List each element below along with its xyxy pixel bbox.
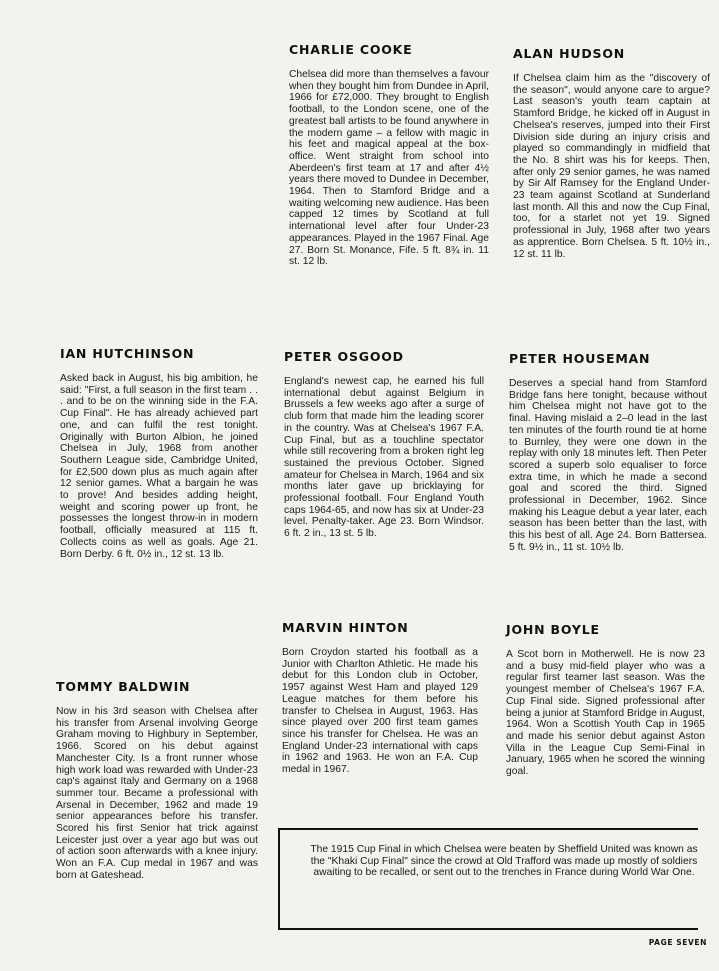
player-name: CHARLIE COOKE [289, 42, 413, 57]
player-name: MARVIN HINTON [282, 620, 409, 635]
note-side-rule [278, 828, 280, 930]
player-bio: A Scot born in Motherwell. He is now 23 and a busy mid-field player who was a regular first teamer last season. Was the youngest member of Chelsea's 1967 F.A. Cup Final side. Signed professional after being a junior at Stamford Bridge in August, 1964. Won a Scottish Youth Cap in 1965 and made his senior debut against Aston Villa in the League Cup Semi-Final in January, 1965 when he scored the winning goal. [506, 649, 705, 778]
player-name: ALAN HUDSON [513, 46, 626, 61]
page-number: PAGE SEVEN [648, 938, 707, 947]
bio-charlie-cooke [289, 42, 489, 268]
player-bio: If Chelsea claim him as the "discovery of the season", would anyone care to argue? Last season's youth team captain at Stamford Bridge, he kicked off in August in Chelsea's reserves, jumped into their First Division side during an injury crisis and played so commandingly in midfield that the No. 8 shirt was his for keeps. Then, after only 29 senior games, he was named by Sir Alf Ramsey for the England Under-23 team against Scotland at Sunderland last month. All this and now the Cup Final, too, for a starlet not yet 19. Signed professional in July, 1968 after two years as apprentice. Born Chelsea. 5 ft. 10½ in., 12 st. 11 lb. [513, 73, 710, 260]
player-name: PETER OSGOOD [284, 349, 404, 364]
player-bio: Asked back in August, his big ambition, he said: "First, a full season in the first team . . . and to be on the winning side in the F.A. Cup Final". He has already achieved part one, and can fulfil the rest tonight. Originally with Burton Albion, he joined Chelsea in July, 1968 from another Southern League side, Cambridge United, for £2,500 down plus as much again after 12 senior games. What a bargain he was to prove! And besides adding height, weight and scoring power up front, he possesses the longest throw-in in modern football, officially measured at 115 ft. Collects coins as well as goals. Age 21. Born Derby. 6 ft. 0½ in., 12 st. 13 lb. [60, 373, 258, 560]
player-name: TOMMY BALDWIN [56, 679, 191, 694]
bio-john-boyle [506, 622, 705, 778]
player-bio: Now in his 3rd season with Chelsea after his transfer from Arsenal involving George Graham moving to Highbury in September, 1966. Scored on his debut against Manchester City. Is a front runner whose high work load was rewarded with Under-23 cap's against Italy and Germany on a 1968 summer tour. Became a professional with Arsenal in December, 1962 and made 19 senior appearances before his transfer. Scored his first Senior hat trick against Leicester just over a year ago but was out of action soon afterwards with a knee injury. Won an F.A. Cup medal in 1967 and was born at Gateshead. [56, 706, 258, 881]
player-bio: Born Croydon started his football as a Junior with Charlton Athletic. He made his debut for this London club in October, 1957 against West Ham and played 129 League matches for them before his transfer to Chelsea in August, 1963. Has since played over 200 first team games since his transfer for Chelsea. He was an England Under-23 international with caps in 1962 and 1963. He won an F.A. Cup medal in 1967. [282, 647, 478, 776]
player-bio: Chelsea did more than themselves a favour when they bought him from Dundee in April, 1966 for £72,000. They brought to English football, to the London scene, one of the greatest ball artists to be found anywhere in the modern game – a fellow with magic in his feet and magical appeal at the box-office. Went straight from school into Aberdeen's first team at 17 and after 4½ years there moved to Dundee in December, 1964. Then to Stamford Bridge and a waiting welcoming new audience. Has been capped 12 times by Scotland at full international level after four Under-23 appearances. Played in the 1967 Final. Age 27. Born St. Monance, Fife. 5 ft. 8¾ in. 11 st. 12 lb. [289, 69, 489, 268]
player-name: PETER HOUSEMAN [509, 351, 651, 366]
bio-ian-hutchinson [60, 346, 258, 560]
player-bio: Deserves a special hand from Stamford Bridge fans here tonight, because without him Chelsea might not have got to the final. Having mislaid a 2–0 lead in the last ten minutes of the fourth round tie at home to Burnley, they were one down in the replay with only 18 minutes left. Then Peter scored a superb solo equaliser to force extra time, in which he made a second goal and scored the third. Signed professional in December, 1962. Since making his League debut a year later, each season has been better than the last, with this his best of all. Age 24. Born Battersea. 5 ft. 9½ in., 11 st. 10½ lb. [509, 378, 707, 553]
note-bottom-rule [278, 928, 698, 930]
player-bio: England's newest cap, he earned his full international debut against Belgium in Brussels a few weeks ago after a surge of club form that made him the leading scorer in the country. Was at Chelsea's 1967 F.A. Cup Final, but as a touchline spectator while still recovering from a broken right leg sustained the previous October. Signed amateur for Chelsea in March, 1964 and six months later gave up bricklaying for professional football. Four England Youth caps 1964-65, and now has six at Under-23 level. Penalty-taker. Age 23. Born Windsor. 6 ft. 2 in., 13 st. 5 lb. [284, 376, 484, 540]
historical-note: The 1915 Cup Final in which Chelsea were beaten by Sheffield United was known as the "Khaki Cup Final" since the crowd at Old Trafford was made up mostly of soldiers awaiting to be recalled, or sent out to the trenches in France during World War One. [310, 844, 698, 879]
bio-alan-hudson [513, 46, 710, 260]
note-top-rule [278, 828, 698, 830]
bio-marvin-hinton [282, 620, 478, 776]
bio-peter-houseman [509, 351, 707, 554]
player-name: JOHN BOYLE [506, 622, 600, 637]
bio-peter-osgood [284, 349, 484, 540]
bio-tommy-baldwin [56, 679, 258, 882]
player-name: IAN HUTCHINSON [60, 346, 195, 361]
